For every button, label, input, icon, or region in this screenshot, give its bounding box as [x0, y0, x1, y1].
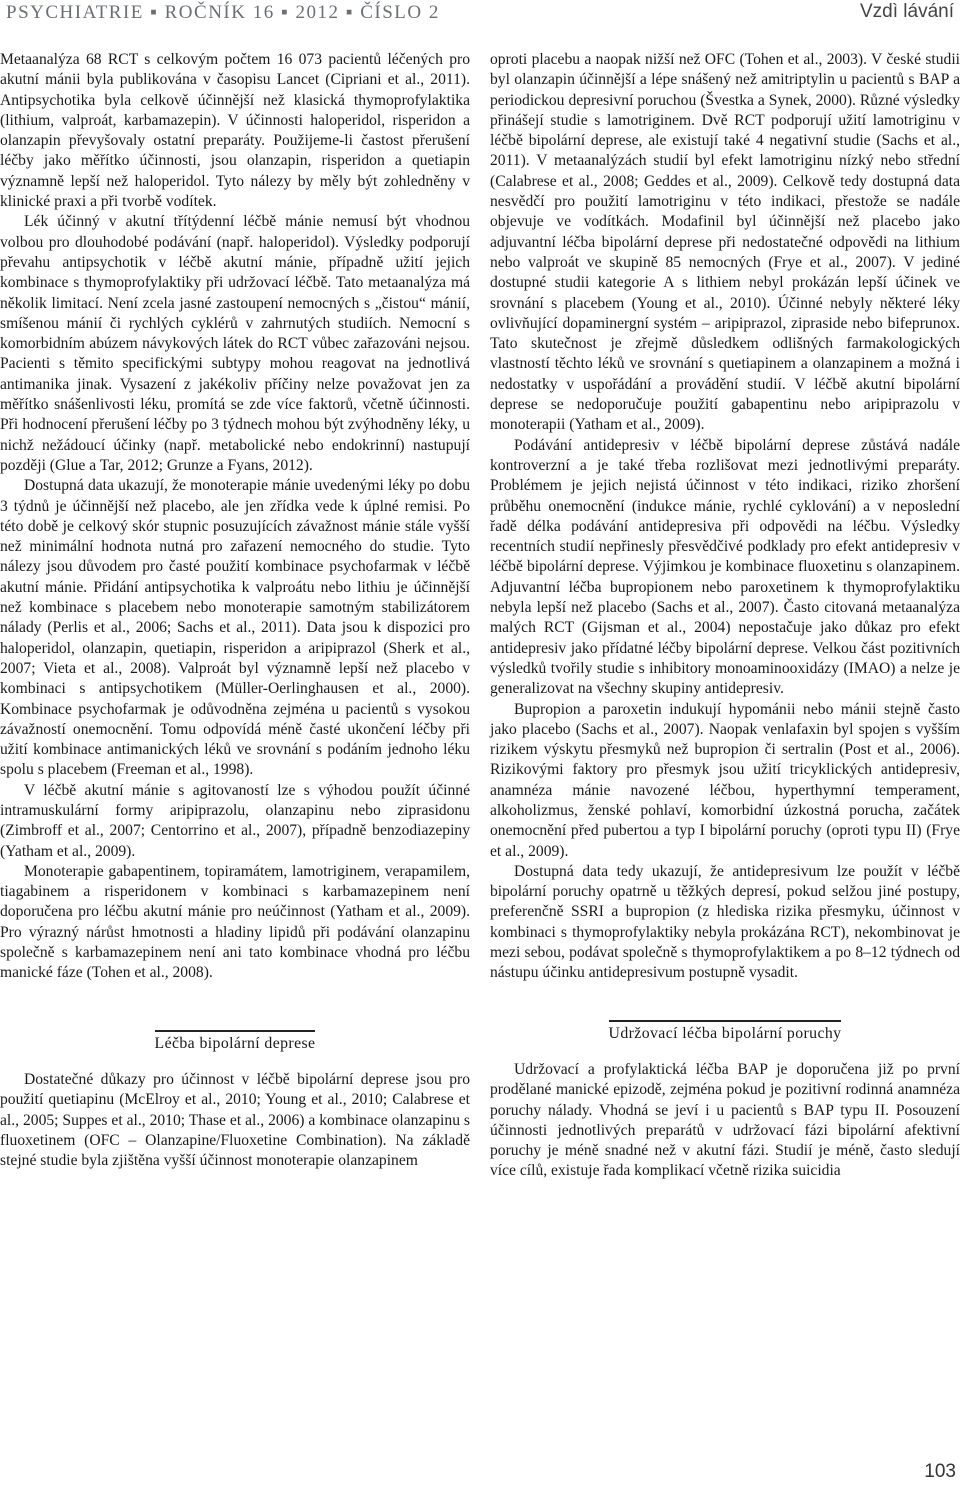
section-heading	[490, 1020, 960, 1044]
paragraph: Dostupná data tedy ukazují, že antidepresivum lze použít v léčbě bipolární poruchy opatrně u těžkých depresí, pokud selžou jiné postupy, preferenčně SSRI a bupropion (z hlediska rizika přesmyku, účinnost v kombinaci s thymoprofylaktiky nebyla prokázána RCT), nekombinovat je mezi sebou, podávat společně s thymoprofylaktikem a po 8–12 týdnech od nástupu účinku antidepresivum postupně vysadit.	[490, 862, 960, 982]
section-heading-text: Udržovací léčba bipolární poruchy	[609, 1020, 842, 1044]
paragraph: oproti placebu a naopak nižší než OFC (Tohen et al., 2003). V české studii byl olanzapin účinnější a lépe snášený než amitriptylin u pacientů s BAP a periodickou depresivní poruchou (Švestka a Synek, 2000). Různé výsledky přinášejí studie s lamotriginem. Dvě RCT podporují užití lamotriginu v léčbě bipolární deprese, ale existují také 4 negativní studie (Sachs et al., 2011). V metaanalýzách studií byl efekt lamotriginu nízký nebo střední (Calabrese et al., 2008; Geddes et al., 2009). Celkově tedy dostupná data nesvědčí pro použití lamotriginu v této indikaci, přestože se nadále objevuje ve vodítkách. Modafinil byl účinnější než placebo jako adjuvantní léčba bipolární deprese při nedostatečné odpovědi na lithium nebo valproát ve skupině 85 nemocných (Frye et al., 2007). V jediné dostupné studii kategorie A s lithiem nebyl prokázán lepší účinek ve srovnání s placebem (Young et al., 2010). Účinné nebyly některé léky ovlivňující dopaminergní systém – aripiprazol, zipraside nebo bifeprunox. Tato skutečnost je zřejmě důsledkem odlišných farmakologických vlastností těchto léků ve srovnání s quetiapinem a olanzapinem a možná i nedostatky v uspořádání a provádění studií. V léčbě akutní bipolární deprese se nedoporučuje použití gabapentinu nebo aripiprazolu v monoterapii (Yatham et al., 2009).	[490, 51, 960, 434]
paragraph: Dostupná data ukazují, že monoterapie mánie uvedenými léky po dobu 3 týdnů je účinnější než placebo, ale jen zřídka vede k úplné remisi. Po této době je celkový skór stupnic posuzujících závažnost mánie stále vyšší než minimální hodnota nutná pro zařazení nemocného do studie. Tyto nálezy jsou důvodem pro časté použití kombinace psychofarmak v léčbě akutní mánie. Přidání antipsychotika k valproátu nebo lithiu je účinnější než kombinace s placebem nebo monoterapie samotným stabilizátorem nálady (Perlis et al., 2006; Sachs et al., 2011). Data jsou k dispozici pro haloperidol, olanzapin, quetiapin, risperidon a aripiprazol (Sherk et al., 2007; Vieta et al., 2008). Valproát byl významně lepší než placebo v kombinaci s antipsychotikem (Müller-Oerlinghausen et al., 2000). Kombinace psychofarmak je odůvodněna zejména u pacientů s vysokou závažností onemocnění. Tomu odpovídá méně časté ukončení léčby při užití kombinace antimanických léků ve srovnání s podáním jednoho léku spolu s placebem (Freeman et al., 1998).	[0, 477, 470, 779]
paragraph: Podávání antidepresiv v léčbě bipolární deprese zůstává nadále kontroverzní a je také třeba rozlišovat mezi jednotlivými preparáty. Problémem je jejich nejistá účinnost v této indikaci, riziko zhoršení průběhu onemocnění (indukce mánie, rychlé cyklování) a v neposlední řadě délka podávání antidepresiva při odpovědi na léčbu. Výsledky recentních studií nepřinesly přesvědčivé podklady pro efekt antidepresiv v léčbě bipolární deprese. Výjimkou je kombinace fluoxetinu s olanzapinem. Adjuvantní léčba bupropionem nebo paroxetinem k thymoprofylaktiku nebyla lepší než placebo (Sachs et al., 2007). Často citovaná metaanalýza malých RCT (Gijsman et al., 2004) nepostačuje jako důkaz pro efekt antidepresiv jako přídatné léčby bipolární deprese. Velkou část pozitivních výsledků tvořily studie s inhibitory monoaminooxidázy (IMAO) a nelze je generalizovat na všechny skupiny antidepresiv.	[490, 436, 960, 698]
paragraph: Lék účinný v akutní třítýdenní léčbě mánie nemusí být vhodnou volbou pro dlouhodobé podávání (např. haloperidol). Výsledky podporují převahu antipsychotik v léčbě akutní mánie, případně užití jejich kombinace s thymoprofylaktiky při udržovací léčbě. Tato metaanalýza má několik limitací. Není zcela jasné zastoupení nemocných s „čistou“ mánií, smíšenou mánií či rychlých cyklérů v zahrnutých studiích. Nemocní s komorbidním abúzem návykových látek do RCT vůbec zařazováni nejsou. Pacienti s těmito specifickými subtypy mohou reagovat na jednotlivá antimanika jinak. Vysazení z jakékoliv příčiny nelze považovat jen za měřítko snášenlivosti léku, promítá se zde více faktorů, včetně účinnosti. Při hodnocení přerušení léčby po 3 týdnech mohou být zvýhodněny léky, u nichž nežádoucí účinky (např. metabolické nebo endokrinní) nastupují později (Glue a Tar, 2012; Grunze a Fyans, 2012).	[0, 213, 470, 474]
paragraph: Monoterapie gabapentinem, topiramátem, lamotriginem, verapamilem, tiagabinem a risperidonem v kombinaci s karbamazepinem není doporučena pro léčbu akutní mánie pro neúčinnost (Yatham et al., 2009). Pro výrazný nárůst hmotnosti a hladiny lipidů při podávání olanzapinu společně s karbamazepinem není ani tato kombinace vhodná pro léčbu manické fáze (Tohen et al., 2008).	[0, 862, 470, 982]
paragraph: Metaanalýza 68 RCT s celkovým počtem 16 073 pacientů léčených pro akutní mánii byla publikována v časopisu Lancet (Cipriani et al., 2011). Antipsychotika byla celkově účinnější než klasická thymoprofylaktika (lithium, valproát, karbamazepin). V účinnosti haloperidol, risperidon a olanzapin převyšovaly ostatní preparáty. Použijeme-li častost přerušení léčby jako měřítko účinnosti, jsou olanzapin, risperidon a quetiapin významně lepší než haloperidol. Tyto nálezy by měly být zohledněny v klinické praxi a při tvorbě vodítek.	[0, 51, 470, 211]
paragraph: V léčbě akutní mánie s agitovaností lze s výhodou použít účinné intramuskulární formy aripiprazolu, olanzapinu nebo ziprasidonu (Zimbroff et al., 2007; Centorrino et al., 2007), případně benzodiazepiny (Yatham et al., 2009).	[0, 781, 470, 860]
paragraph: Dostatečné důkazy pro účinnost v léčbě bipolární deprese jsou pro použití quetiapinu (McElroy et al., 2010; Young et al., 2010; Calabrese et al., 2005; Suppes et al., 2010; Thase et al., 2006) a kombinace olanzapinu s fluoxetinem (OFC – Olanzapine/Fluoxetine Combination). Na základě stejné studie byla zjištěna vyšší účinnost monoterapie olanzapinem	[0, 1070, 470, 1170]
paragraph: Udržovací a profylaktická léčba BAP je doporučena již po první prodělané manické epizodě, zejména pokud je pozitivní rodinná anamnéza poruchy nálady. Vhodná se jeví i u pacientů s BAP typu II. Posouzení účinnosti jednotlivých preparátů v udržovací fázi bipolární afektivní poruchy je méně snadné než v akutní fázi. Studií je méně, často sledují více cílů, existuje řada komplikací včetně rizika suicidia	[490, 1060, 960, 1180]
page-number: 103	[924, 1461, 956, 1482]
section-label: Vzdì lávání	[860, 1, 954, 22]
section-heading-text: Léčba bipolární deprese	[155, 1030, 316, 1054]
page-header	[0, 0, 960, 26]
left-column	[0, 50, 470, 1171]
journal-title: PSYCHIATRIE ▪ ROČNÍK 16 ▪ 2012 ▪ ČÍSLO 2	[6, 2, 440, 23]
section-heading	[0, 1030, 470, 1054]
right-column	[490, 50, 960, 1182]
paragraph: Bupropion a paroxetin indukují hypománii nebo mánii stejně často jako placebo (Sachs et al., 2007). Naopak venlafaxin byl spojen s vyšším rizikem výskytu přesmyků než bupropion či sertralin (Post et al., 2006). Rizikovými faktory pro přesmyk jsou užití tricyklických antidepresiv, anamnéza mánie navozené léčbou, hyperthymní temperament, alkoholizmus, ženské pohlaví, komorbidní úzkostná porucha, začátek onemocnění před pubertou a typ I bipolární poruchy (oproti typu II) (Frye et al., 2009).	[490, 700, 960, 860]
